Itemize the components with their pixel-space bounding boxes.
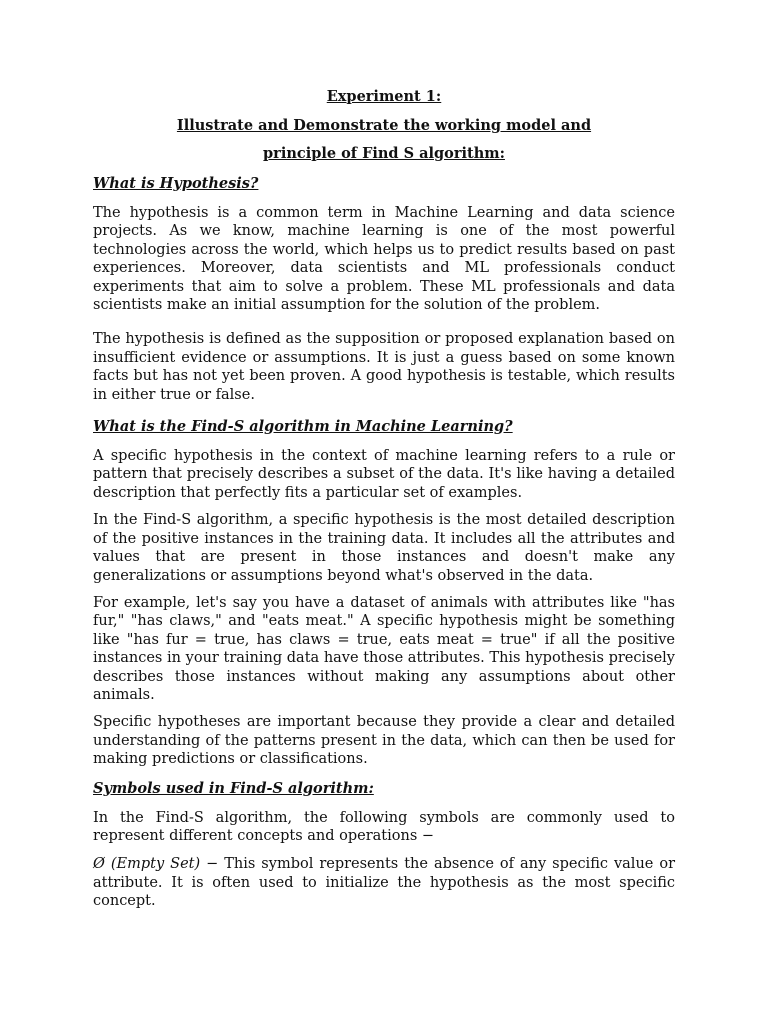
experiment-title: Experiment 1: — [326, 88, 442, 105]
experiment-aim-line-1: Illustrate and Demonstrate the working model and — [176, 117, 592, 134]
paragraph-find-s-specific: In the Find-S algorithm, a specific hypothesis is the most detailed description of the positive instances in the training data. It includes all the attributes and values that are present in those instances and doesn't make any generalizations or assumptions beyond what's observed in the data. — [93, 512, 675, 584]
definition-empty-set — [93, 855, 675, 910]
heading-find-s-algorithm: What is the Find-S algorithm in Machine Learning? — [93, 418, 513, 436]
empty-set-term: Ø (Empty Set) — [93, 856, 201, 873]
paragraph-hypothesis-intro: The hypothesis is a common term in Machine Learning and data science projects. As we know, machine learning is one of the most powerful technologies across the world, which helps us to predict results based on past experiences. Moreover, data scientists and ML professionals conduct experiments that aim to solve a problem. These ML professionals and data scientists make an initial assumption for the solution of the problem. — [93, 205, 675, 314]
paragraph-animal-example: For example, let's say you have a dataset of animals with attributes like "has fur," "has claws," and "eats meat." A specific hypothesis might be something like "has fur = true, has claws = true, eats meat = true" if all the positive instances in your training data have those attributes. This hypothesis precisely describes those instances without making any assumptions about other animals. — [93, 594, 675, 703]
empty-set-description: − This symbol represents the absence of any specific value or attribute. It is often used to initialize the hypothesis as the most specific concept. — [93, 856, 675, 910]
heading-what-is-hypothesis: What is Hypothesis? — [93, 175, 259, 192]
paragraph-importance: Specific hypotheses are important because they provide a clear and detailed understanding of the patterns present in the data, which can then be used for making predictions or classifications. — [93, 714, 675, 768]
paragraph-hypothesis-definition: The hypothesis is defined as the supposition or proposed explanation based on insufficient evidence or assumptions. It is just a guess based on some known facts but has not yet been proven. A good hypothesis is testable, which results in either true or false. — [93, 331, 675, 403]
heading-symbols: Symbols used in Find-S algorithm: — [93, 779, 374, 797]
document-page — [93, 86, 675, 911]
paragraph-symbols-intro: In the Find-S algorithm, the following symbols are commonly used to represent different concepts and operations − — [93, 809, 675, 844]
experiment-aim-line-2: principle of Find S algorithm: — [263, 145, 505, 162]
paragraph-specific-hypothesis: A specific hypothesis in the context of machine learning refers to a rule or pattern that precisely describes a subset of the data. It's like having a detailed description that perfectly fits a particular set of examples. — [93, 448, 675, 501]
